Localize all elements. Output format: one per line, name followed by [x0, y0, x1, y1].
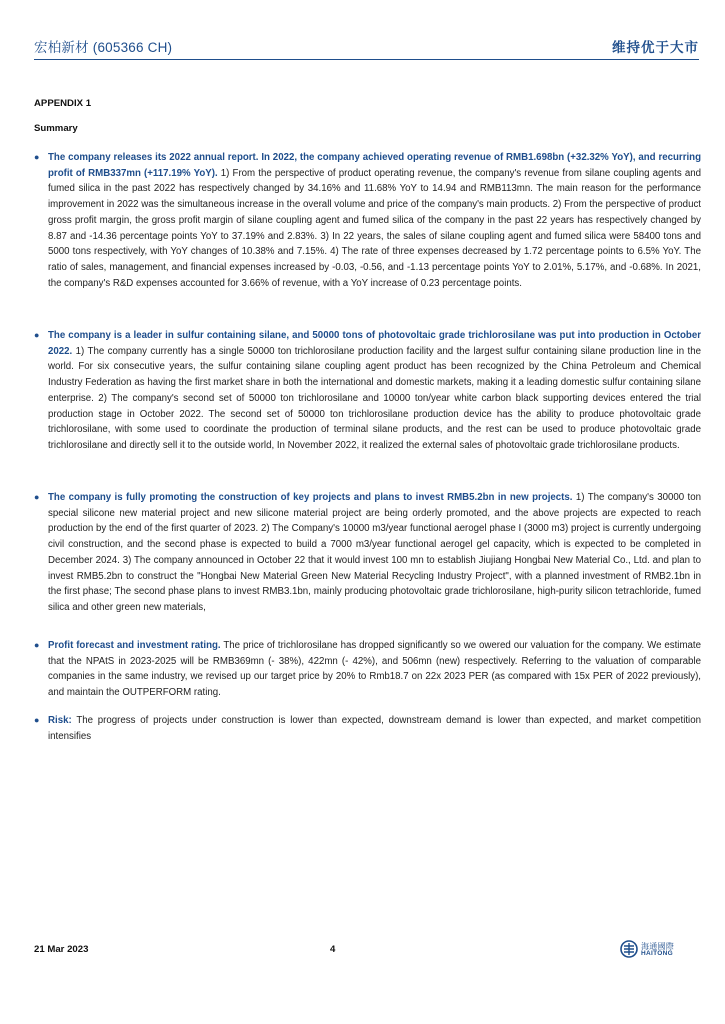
bullet-text: The price of trichlorosilane has dropped significantly so we owered our valuation for the company. We estimate that the NPAtS in 2023-2025 will be RMB369mn (- 38%), 422mn (- 42%), and 506mn (new) respectively. Referring to the valuation of comparable companies in the same industry, we revised up our target price by 20% to Rmb18.7 on 22x 2023 PER (as compared with 15x PER of 2022 previously), and maintain the OUTPERFORM rating.: [48, 640, 701, 699]
haitong-logo: [620, 940, 680, 960]
bullet-lead: The company is fully promoting the construction of key projects and plans to invest RMB5.2bn in new projects.: [48, 492, 573, 503]
bullet-key-projects: [34, 490, 701, 616]
bullet-text: 1) The company's 30000 ton special silicone new material project and new silicone material project are being orderly promoted, and the above projects are expected to reach production by the end of the first quarter of 2023. 2) The Company's 10000 m3/year functional aerogel phase I (3000 m3) project is currently undergoing civil construction, and the second phase is expected to build a 7000 m3/year functional aerogel gel capacity, which is expected to be completed in December 2024. 3) The company announced in October 22 that it would invest 100 mn to establish Jiujiang Hongbai New Material Co., Ltd. and plan to invest RMB5.2bn to construct the "Hongbai New Material Green New Material Recycling Industry Project", with a planned investment of RMB2.1bn in the first phase; The second phase plans to invest RMB3.1bn, mainly producing photovoltaic grade trichlorosilane, high-purity silicon tetrachloride, fumed silica and other green new materials,: [48, 492, 702, 613]
bullet-risk: [34, 713, 701, 744]
rating-note: 维持优于大市: [612, 40, 699, 55]
bullet-dot-icon: ●: [34, 152, 40, 162]
bullet-dot-icon: ●: [34, 492, 40, 502]
section-subtitle: Summary: [34, 123, 78, 134]
header-divider: [34, 59, 699, 60]
bullet-lead: The company releases its 2022 annual report. In 2022, the company achieved operating revenue of RMB1.698bn (+32.32% YoY), and recurring profit of RMB337mn (+117.19% YoY).: [48, 152, 701, 179]
bullet-text: 1) The company currently has a single 50000 ton trichlorosilane production facility and the largest sulfur containing silane production line in the world. For six consecutive years, the sulfur containing silane coupling agent product has been recognized by the China Petroleum and Chemical Industry Federation as having the first market share in both the international and domestic markets, making it a leading domestic sulfur containing silane enterprise. 2) The company's second set of 50000 ton trichlorosilane and 10000 ton/year white carbon black supporting devices entered the trial production stage in October 2022. The second set of 50000 ton trichlorosilane production device has the ability to produce photovoltaic grade trichlorosilane, with some used to coordinate the production of terminal silane products, and the rest can be used to produce photovoltaic grade trichlorosilane and directly sell it to the outside world, In November 2022, it realized the external sales of photovoltaic grade trichlorosilane products.: [48, 345, 701, 451]
company-ticker: 宏柏新材 (605366 CH): [34, 40, 173, 55]
logo-english-text: HAITONG: [641, 950, 673, 957]
section-title: APPENDIX 1: [34, 98, 92, 109]
page-number: 4: [330, 944, 336, 955]
bullet-annual-report: [34, 150, 701, 291]
bullet-lead: Profit forecast and investment rating.: [48, 640, 221, 651]
bullet-dot-icon: ●: [34, 715, 40, 725]
bullet-sulfur-silane: [34, 328, 701, 454]
page-header: [34, 36, 699, 56]
haitong-logo-icon: [620, 940, 638, 958]
footer-date: 21 Mar 2023: [34, 944, 89, 955]
bullet-dot-icon: ●: [34, 330, 40, 340]
bullet-profit-forecast: [34, 638, 701, 701]
bullet-lead: The company is a leader in sulfur containing silane, and 50000 tons of photovoltaic grade trichlorosilane was put into production in October 2022.: [48, 330, 701, 357]
bullet-text: 1) From the perspective of product operating revenue, the company's revenue from silane coupling agents and fumed silica in the past 2022 has respectively changed by 34.16% and 11.68% YoY to 14.94 and RMB113mn. The main reason for the performance improvement in 2022 was the simultaneous increase in the overall volume and price of the company's main products. 2) From the perspective of product gross profit margin, the gross profit margin of silane coupling agent and fumed silica of the company in the past 22 years has respectively changed by 8.87 and -14.36 percentage points YoY to 37.19% and 2.83%. 3) In 22 years, the sales of silane coupling agent and fumed silica were 58400 tons and 5000 tons respectively, with YoY changes of 10.38% and 7.15%. 4) The rate of three expenses decreased by 1.72 percentage points to 6.5% YoY. The ratio of sales, management, and financial expenses increased by -0.03, -0.56, and -1.13 percentage points YoY to 2.01%, 5.17%, and -0.68%. In 2021, the company's R&D expenses accounted for 3.66% of revenue, with a YoY increase of 0.23 percentage points.: [48, 167, 701, 289]
bullet-lead: Risk:: [48, 715, 72, 726]
logo-chinese-text: 海通國際: [641, 942, 675, 951]
bullet-text: The progress of projects under construction is lower than expected, downstream demand is lower than expected, and market competition intensifies: [48, 715, 701, 742]
bullet-dot-icon: ●: [34, 640, 40, 650]
